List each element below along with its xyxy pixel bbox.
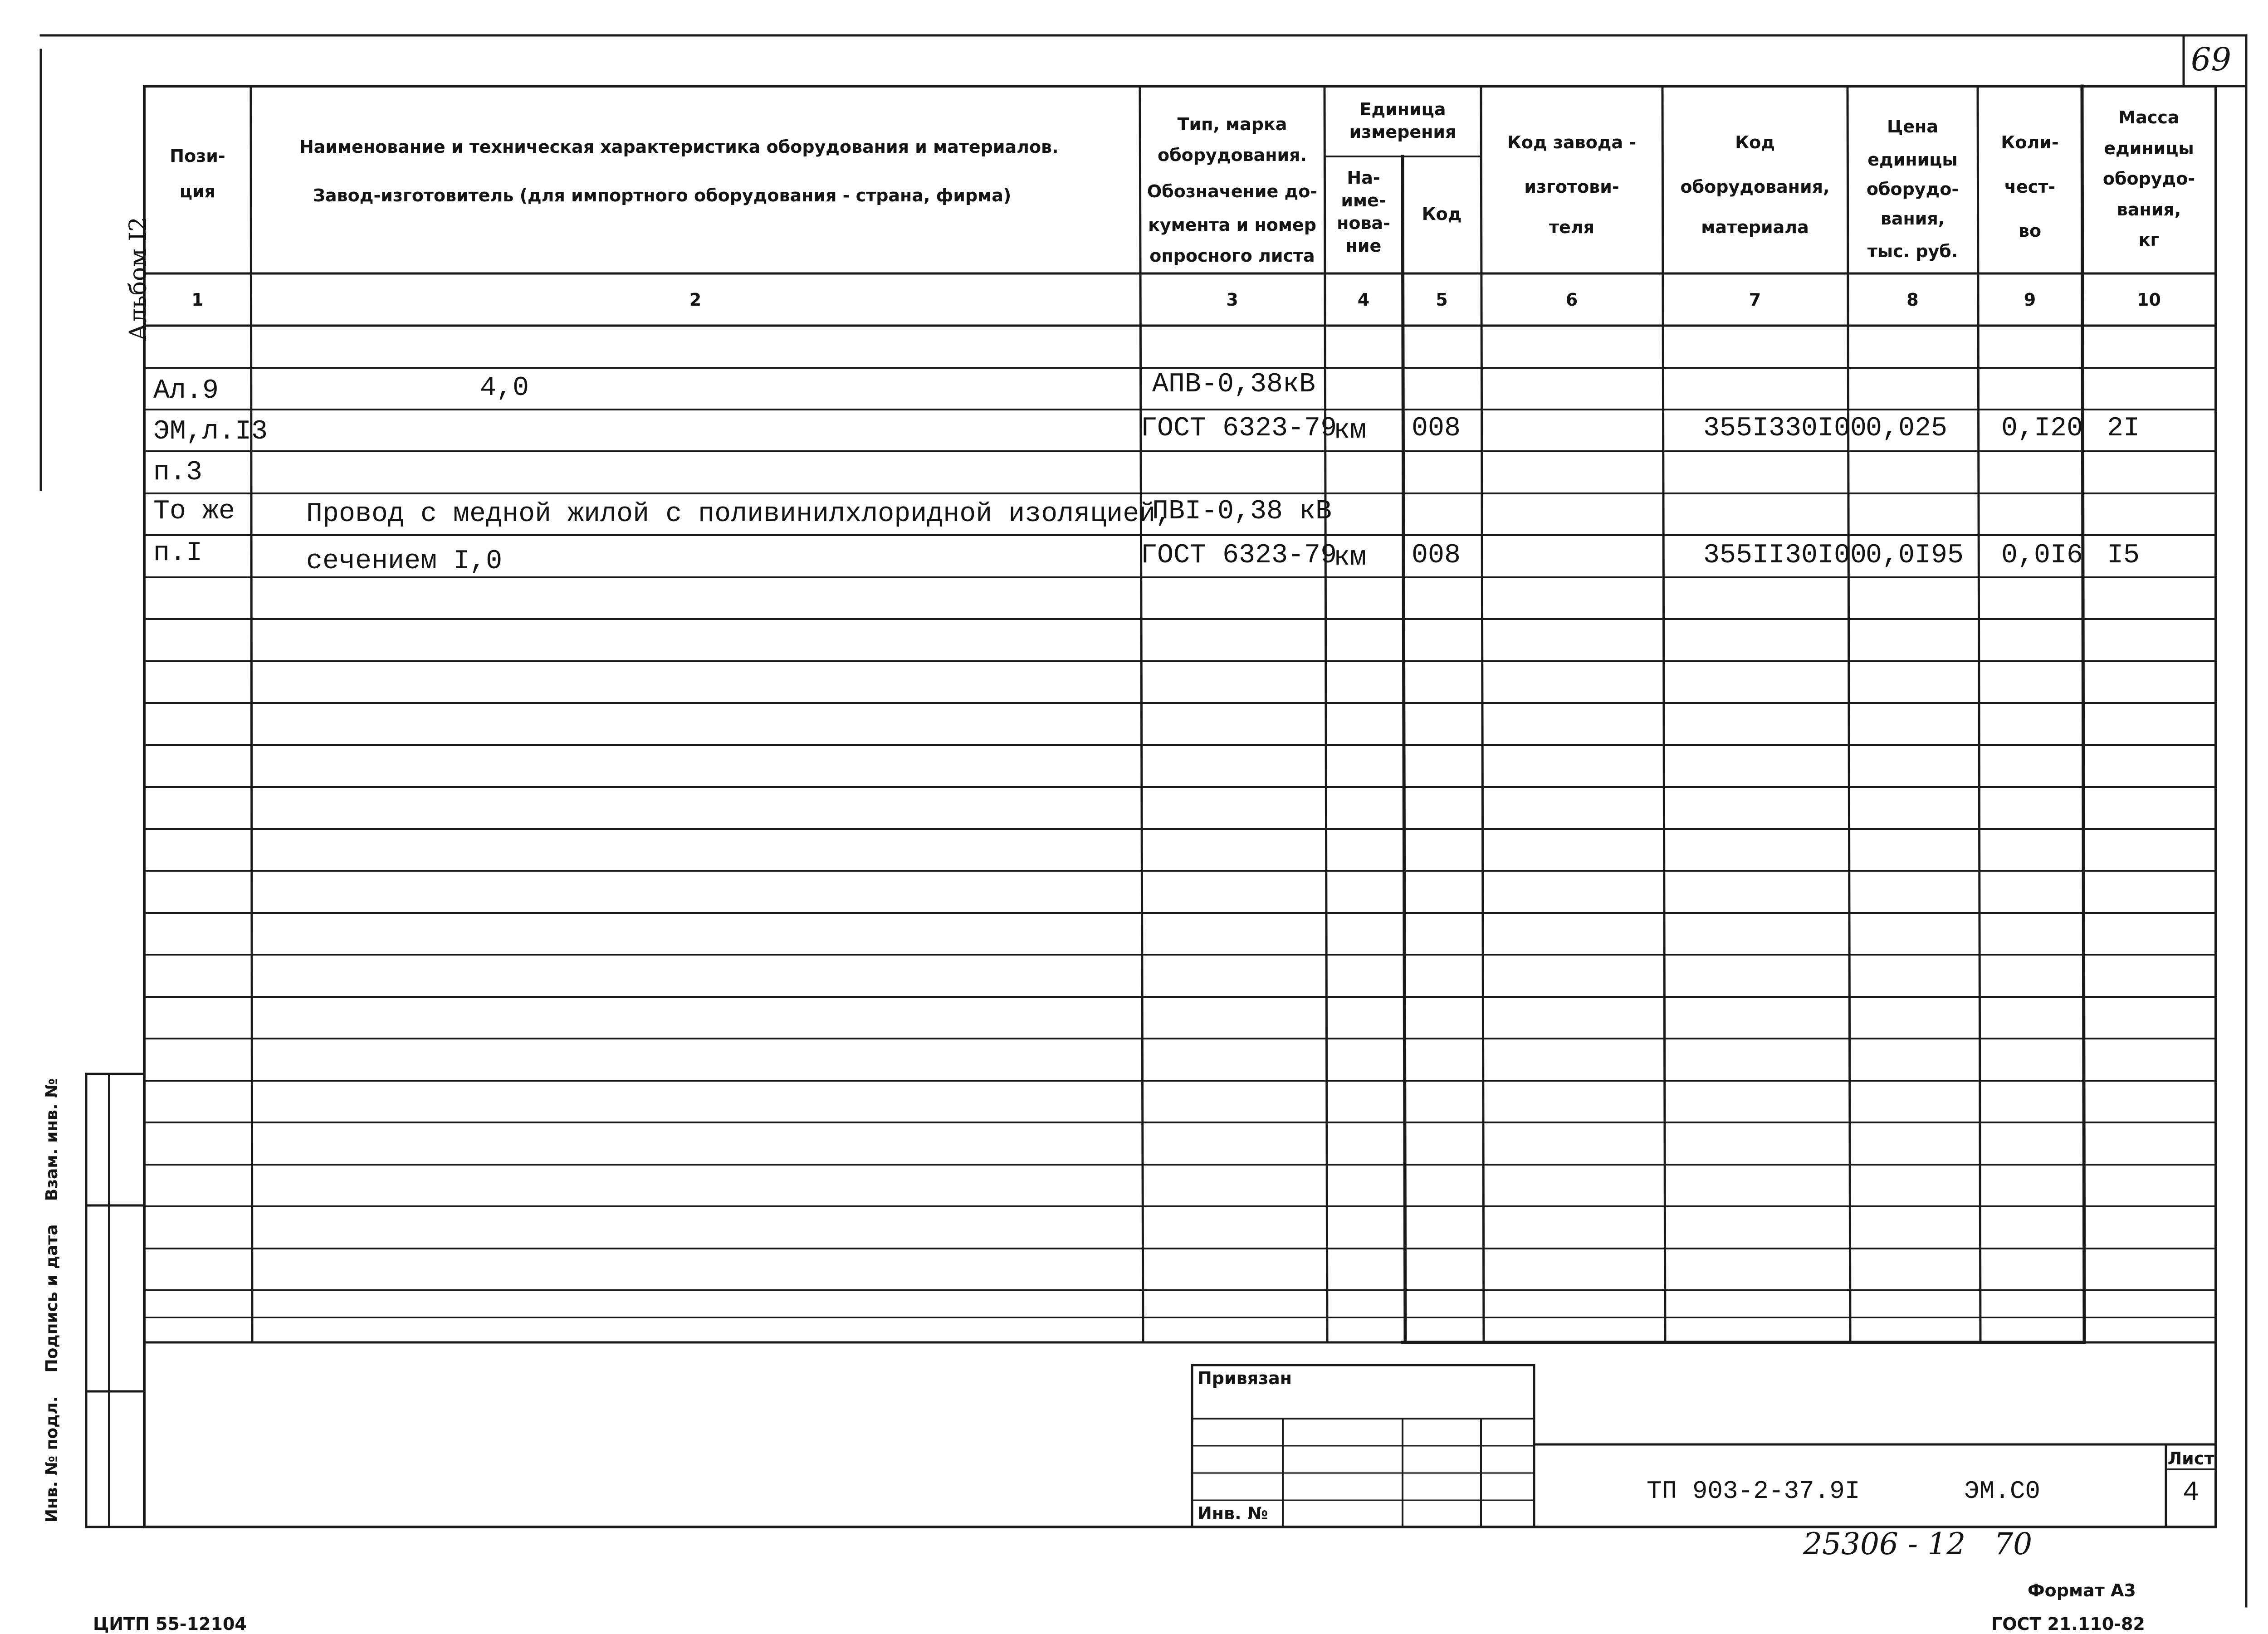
- header-position-line: ция: [179, 181, 216, 201]
- cell-position: ЭМ,л.I3: [153, 416, 268, 447]
- column-number: 2: [689, 290, 702, 310]
- column-number: 1: [191, 290, 204, 310]
- header-equipment-line: материала: [1701, 217, 1809, 237]
- header-factory-line: изготови-: [1524, 177, 1619, 197]
- header-unit-name-line: На-: [1347, 168, 1380, 188]
- sheet-label: Лист: [2167, 1449, 2214, 1468]
- bound-title: Привязан: [1198, 1368, 1292, 1388]
- cell-quantity: 0,0I6: [2001, 540, 2083, 571]
- header-price-line: вания,: [1880, 209, 1945, 229]
- cell-position: Ал.9: [153, 376, 219, 406]
- document-code: ТП 903-2-37.9I: [1647, 1477, 1860, 1506]
- header-mass-line: единицы: [2104, 138, 2194, 158]
- column-number: 7: [1749, 290, 1761, 310]
- header-quantity-line: Коли-: [2001, 132, 2059, 152]
- cell-name: Провод с медной жилой с поливинилхлоридной изоляцией,: [306, 499, 1172, 530]
- cell-position: То же: [153, 496, 235, 527]
- stamp-original-inventory: Инв. № подл.: [43, 1396, 61, 1523]
- cell-name: 4,0: [480, 373, 529, 404]
- album-label: Альбом I2: [125, 217, 152, 341]
- header-price-line: Цена: [1887, 117, 1938, 137]
- header-type-line: Тип, марка: [1177, 114, 1287, 134]
- header-unit-name-line: нова-: [1337, 213, 1390, 233]
- cell-type: ПВI-0,38 кВ: [1152, 496, 1332, 527]
- header-type-line: Обозначение до-: [1147, 181, 1318, 201]
- header-mass-line: кг: [2138, 230, 2160, 250]
- header-unit-code: Код: [1422, 204, 1462, 224]
- column-number: 6: [1565, 290, 1578, 310]
- footer-right-code: ГОСТ 21.110-82: [1991, 1614, 2145, 1634]
- cell-mass: 2I: [2107, 413, 2140, 444]
- header-price-line: оборудо-: [1866, 179, 1959, 199]
- footer-left-code: ЦИТП 55-12104: [93, 1614, 247, 1634]
- cell-unit-code: 008: [1412, 540, 1461, 571]
- header-equipment-line: Код: [1735, 132, 1775, 152]
- header-factory-line: Код завода -: [1507, 132, 1637, 152]
- cell-price: 0,0I95: [1866, 540, 1964, 571]
- header-mass-line: Масса: [2118, 107, 2180, 127]
- header-name-line2: Завод-изготовитель (для импортного оборудования - страна, фирма): [313, 185, 1012, 205]
- header-unit-line: Единица: [1359, 99, 1446, 119]
- column-number: 3: [1226, 290, 1238, 310]
- bound-inventory: Инв. №: [1198, 1503, 1268, 1523]
- cell-unit-code: 008: [1412, 413, 1461, 444]
- header-factory-line: теля: [1549, 217, 1595, 237]
- header-quantity-line: во: [2018, 221, 2042, 241]
- header-price-line: единицы: [1867, 150, 1958, 170]
- column-number: 10: [2137, 290, 2161, 310]
- header-price-line: тыс. руб.: [1867, 241, 1958, 261]
- header-type-line: кумента и номер: [1148, 215, 1316, 235]
- cell-position: п.I: [153, 538, 203, 569]
- header-type-line: оборудования.: [1158, 145, 1307, 165]
- column-number: 9: [2024, 290, 2036, 310]
- stamp-swap-inventory: Взам. инв. №: [43, 1078, 61, 1201]
- header-name-line1: Наименование и техническая характеристика оборудования и материалов.: [299, 137, 1059, 157]
- column-number: 8: [1906, 290, 1919, 310]
- cell-unit: км: [1334, 415, 1367, 446]
- sheet-code: ЭМ.С0: [1964, 1477, 2041, 1506]
- cell-price: 0,025: [1866, 413, 1948, 444]
- cell-type: ГОСТ 6323-79: [1141, 413, 1337, 444]
- format-label: Формат А3: [2028, 1580, 2136, 1600]
- cell-position: п.3: [153, 457, 203, 488]
- header-unit-name-line: ние: [1345, 236, 1382, 256]
- cell-name: сечением I,0: [306, 546, 503, 577]
- sheet-number: 4: [2182, 1478, 2199, 1508]
- stamp-signature-date: Подпись и дата: [43, 1224, 61, 1373]
- cell-mass: I5: [2107, 540, 2140, 571]
- handwritten-number: 25306 - 12 70: [1803, 1527, 2033, 1561]
- column-number: 4: [1357, 290, 1370, 310]
- sheet-mark: 69: [2191, 41, 2232, 78]
- cell-unit: км: [1334, 542, 1367, 573]
- header-quantity-line: чест-: [2004, 177, 2056, 197]
- column-number: 5: [1436, 290, 1448, 310]
- header-mass-line: вания,: [2116, 200, 2181, 219]
- cell-equipment-code: 355II30I00: [1703, 540, 1867, 571]
- header-position-line: Пози-: [170, 146, 225, 166]
- header-equipment-line: оборудования,: [1680, 177, 1830, 197]
- cell-type: ГОСТ 6323-79: [1141, 540, 1337, 571]
- header-mass-line: оборудо-: [2102, 169, 2195, 189]
- cell-quantity: 0,I20: [2001, 413, 2083, 444]
- cell-type: АПВ-0,38кВ: [1152, 369, 1316, 400]
- header-type-line: опросного листа: [1149, 246, 1315, 266]
- header-unit-name-line: име-: [1341, 190, 1386, 210]
- header-unit-line: измерения: [1349, 122, 1457, 142]
- cell-equipment-code: 355I330I00: [1703, 413, 1867, 444]
